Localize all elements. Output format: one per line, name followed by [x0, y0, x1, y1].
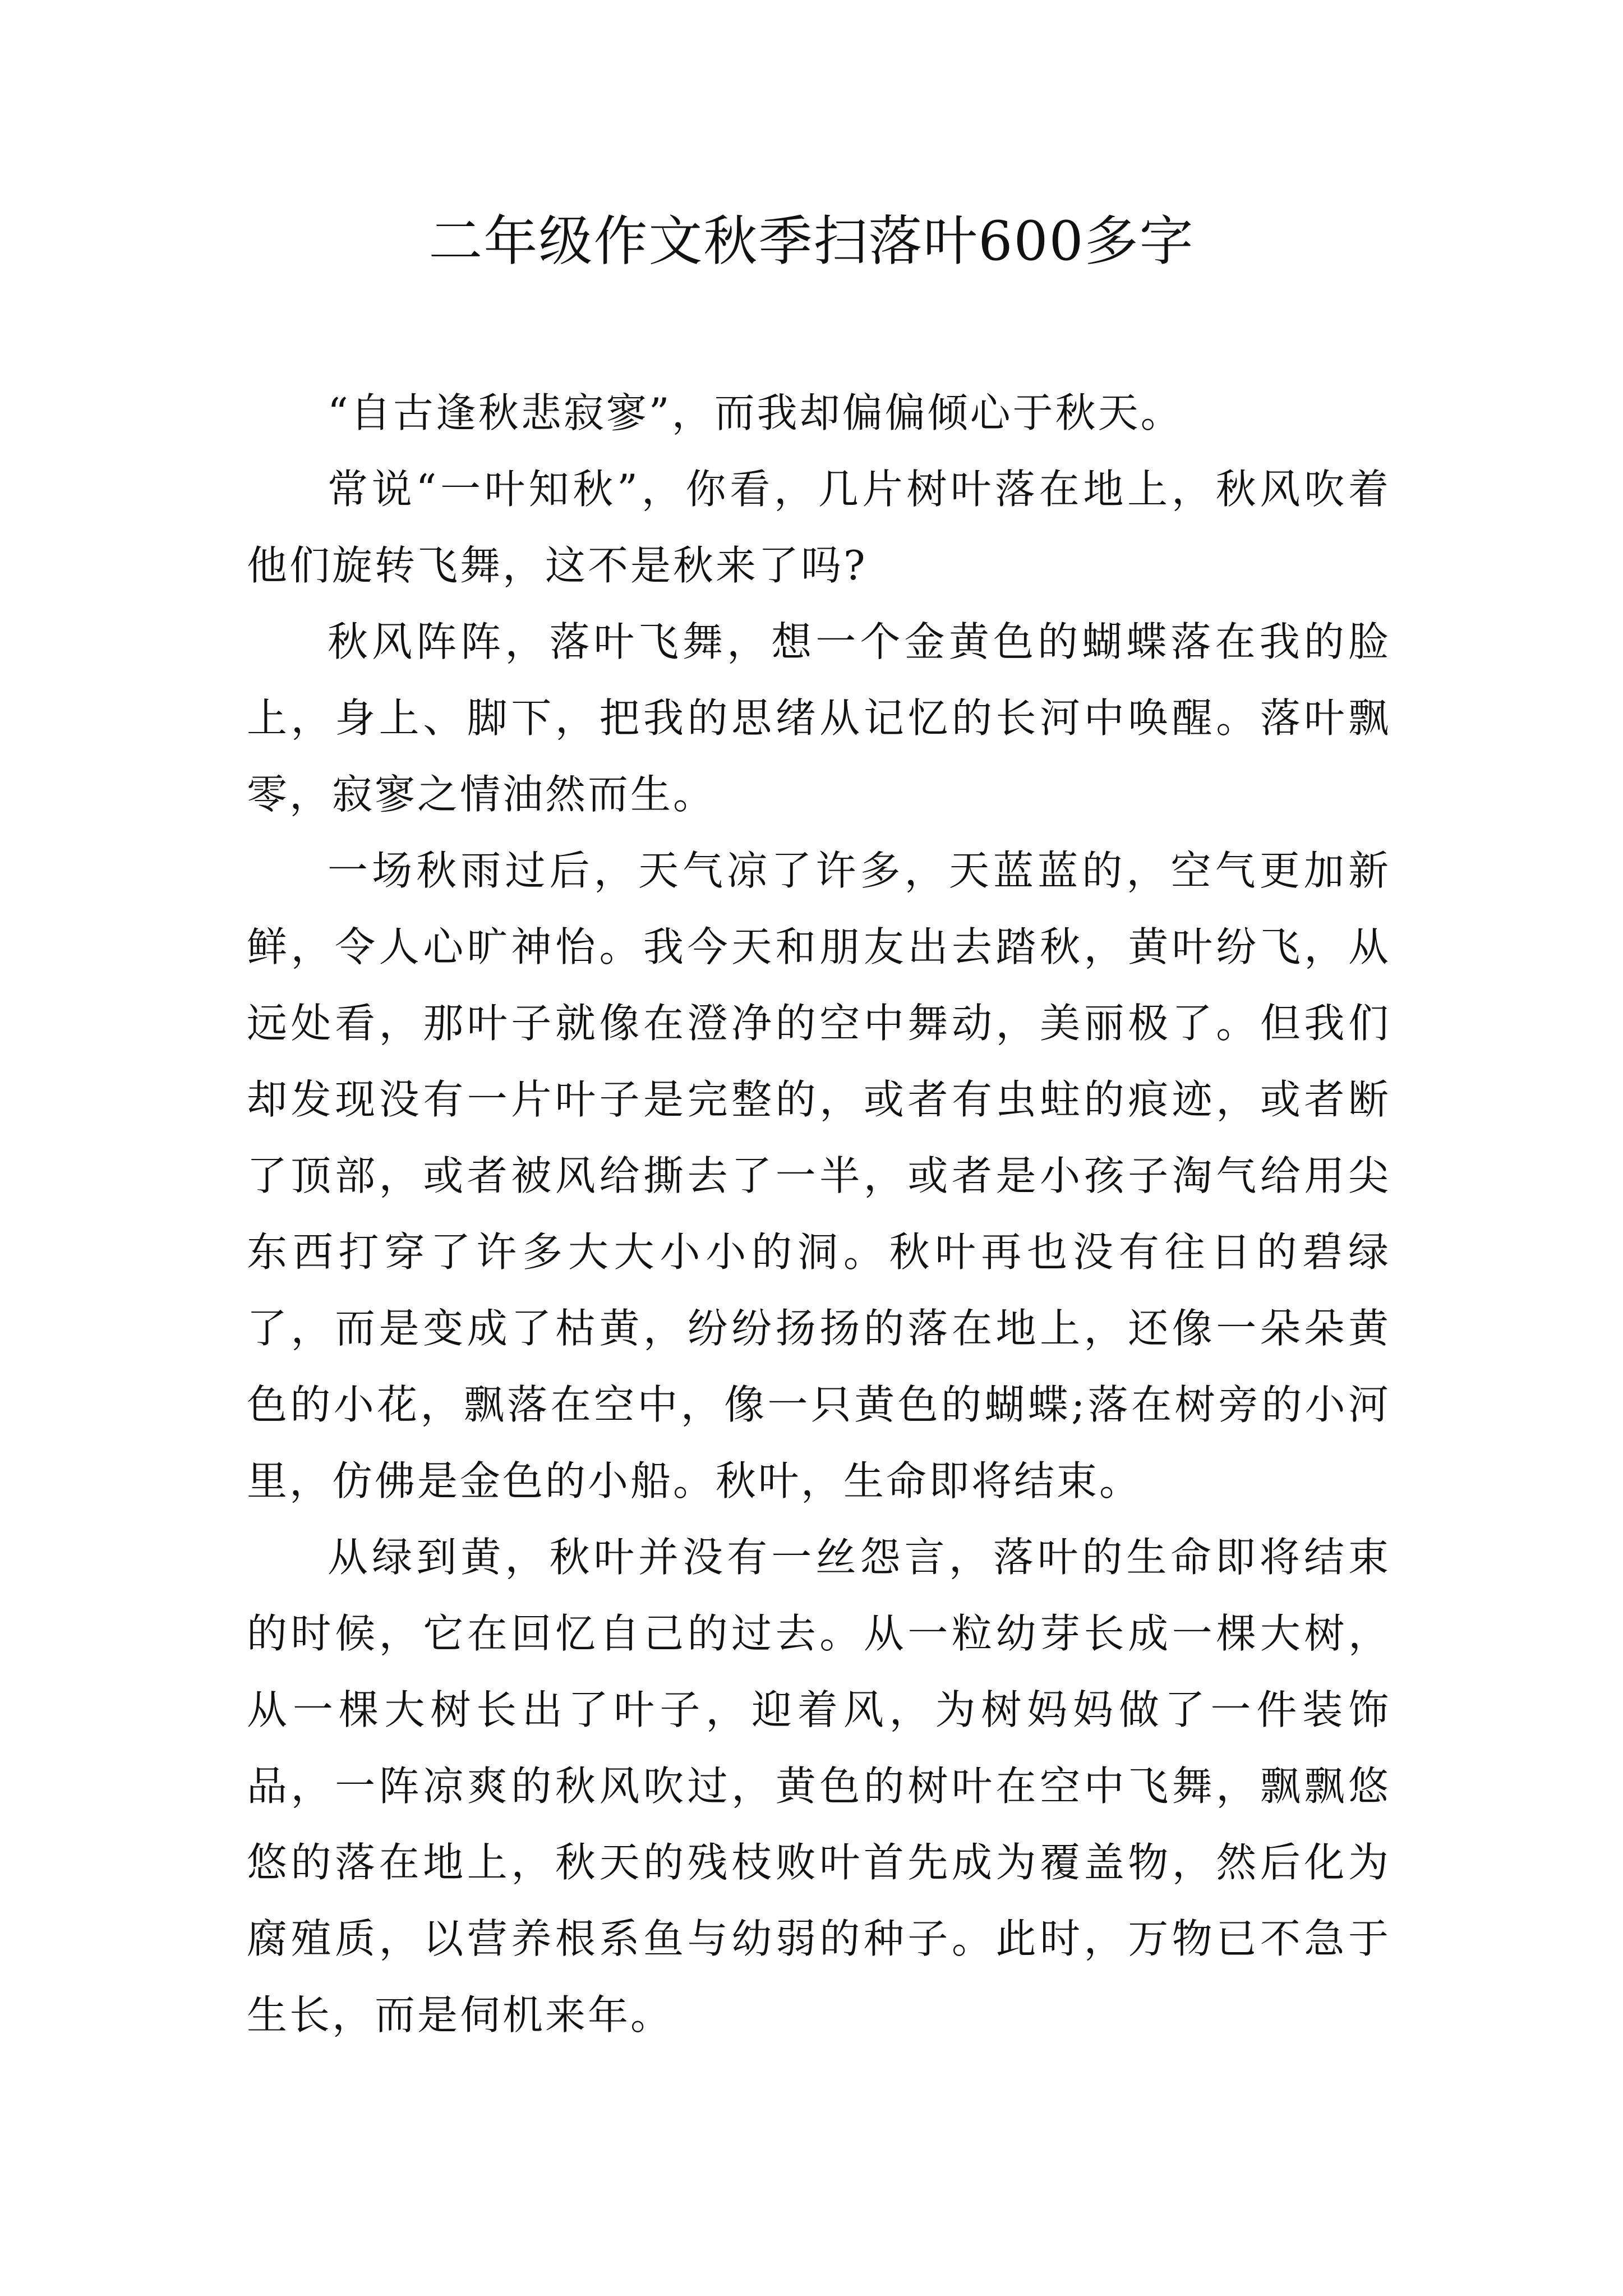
- paragraph-1: “自古逢秋悲寂寥”，而我却偏偏倾心于秋天。: [328, 389, 1183, 436]
- paragraph-5: 从绿到黄，秋叶并没有一丝怨言，落叶的生命即将结束的时候，它在回忆自己的过去。从一粒幼芽长成一棵大树，从一棵大树长出了叶子，迎着风，为树妈妈做了一件装饰品，一阵凉爽的秋风吹过，黄色的树叶在空中飞舞，飘飘悠悠的落在地上，秋天的残枝败叶首先成为覆盖物，然后化为腐殖质，以营养根系鱼与幼弱的种子。此时，万物已不急于生长，而是伺机来年。: [247, 1534, 1391, 2039]
- paragraph-4: 一场秋雨过后，天气凉了许多，天蓝蓝的，空气更加新鲜，令人心旷神怡。我今天和朋友出去踏秋，黄叶纷飞，从远处看，那叶子就像在澄净的空中舞动，美丽极了。但我们却发现没有一片叶子是完整的，或者有虫蛀的痕迹，或者断了顶部，或者被风给撕去了一半，或者是小孩子淘气给用尖东西打穿了许多大大小小的洞。秋叶再也没有往日的碧绿了，而是变成了枯黄，纷纷扬扬的落在地上，还像一朵朵黄色的小花，飘落在空中，像一只黄色的蝴蝶;落在树旁的小河里，仿佛是金色的小船。秋叶，生命即将结束。: [247, 847, 1391, 1504]
- paragraph-2: 常说“一叶知秋”，你看，几片树叶落在地上，秋风吹着他们旋转飞舞，这不是秋来了吗?: [247, 466, 1391, 589]
- document-body: [247, 375, 1391, 2053]
- paragraph-3: 秋风阵阵，落叶飞舞，想一个金黄色的蝴蝶落在我的脸上，身上、脚下，把我的思绪从记忆的长河中唤醒。落叶飘零，寂寥之情油然而生。: [247, 618, 1391, 818]
- document-title: 二年级作文秋季扫落叶600多字: [428, 210, 1195, 273]
